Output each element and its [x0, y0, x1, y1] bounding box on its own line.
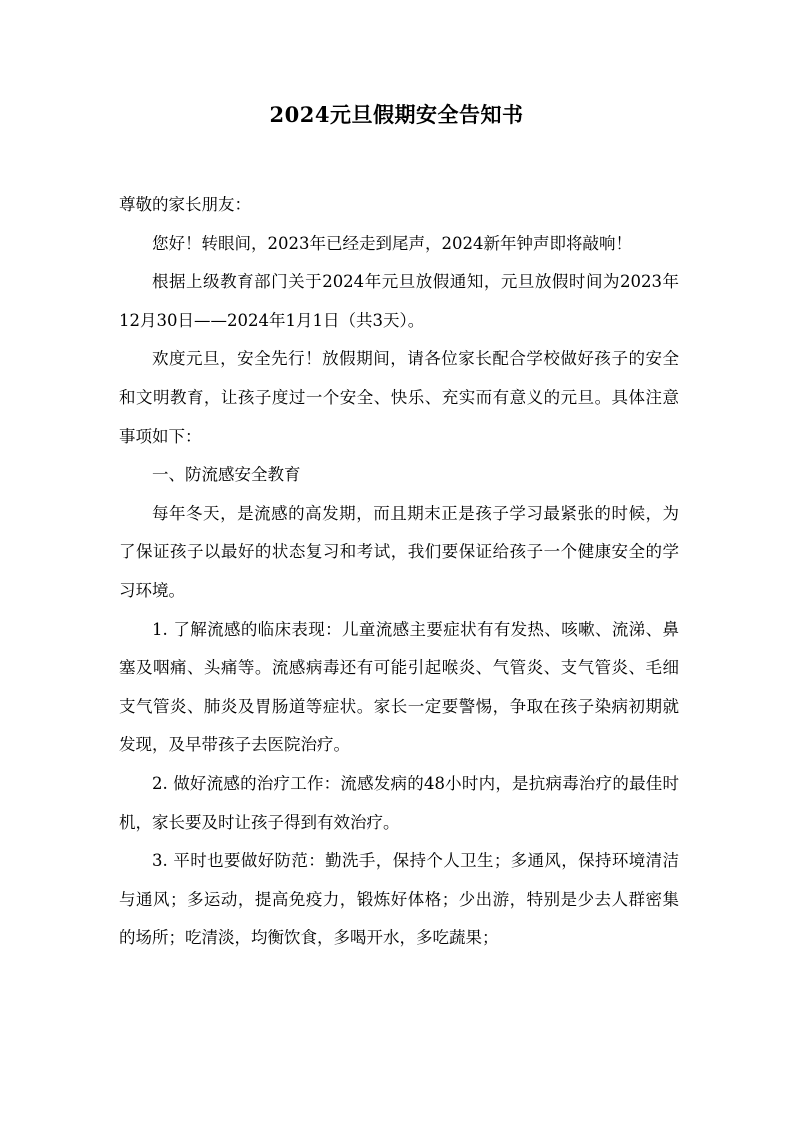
section-heading-flu: 一、防流感安全教育 [152, 465, 301, 485]
paragraph-holiday-dates: 根据上级教育部门关于2024年元旦放假通知，元旦放假时间为2023年12月30日——2024年1月1日（共3天）。 [119, 272, 679, 330]
salutation: 尊敬的家长朋友： [119, 195, 251, 214]
paragraph-flu-season: 每年冬天，是流感的高发期，而且期末正是孩子学习最紧张的时候，为了保证孩子以最好的状态复习和考试，我们要保证给孩子一个健康安全的学习环境。 [119, 503, 679, 600]
list-item-flu-symptoms: 1. 了解流感的临床表现：儿童流感主要症状有有发热、咳嗽、流涕、鼻塞及咽痛、头痛等。流感病毒还有可能引起喉炎、气管炎、支气管炎、毛细支气管炎、肺炎及胃肠道等症状。家长一定要警惕，争取在孩子染病初期就发现，及早带孩子去医院治疗。 [119, 619, 679, 755]
paragraph-greeting: 您好！转眼间，2023年已经走到尾声，2024新年钟声即将敲响！ [152, 233, 632, 253]
document-title: 2024元旦假期安全告知书 [269, 102, 524, 127]
list-item-flu-treatment: 2. 做好流感的治疗工作：流感发病的48小时内，是抗病毒治疗的最佳时机，家长要及时让孩子得到有效治疗。 [119, 773, 679, 832]
paragraph-safety-first: 欢度元旦，安全先行！放假期间，请各位家长配合学校做好孩子的安全和文明教育，让孩子度过一个安全、快乐、充实而有意义的元旦。具体注意事项如下： [119, 349, 679, 446]
list-item-flu-prevention: 3. 平时也要做好防范：勤洗手，保持个人卫生；多通风，保持环境清洁与通风；多运动，提高免疫力，锻炼好体格；少出游，特别是少去人群密集的场所；吃清淡，均衡饮食，多喝开水，多吃蔬果； [119, 851, 679, 948]
document-body [119, 186, 679, 958]
